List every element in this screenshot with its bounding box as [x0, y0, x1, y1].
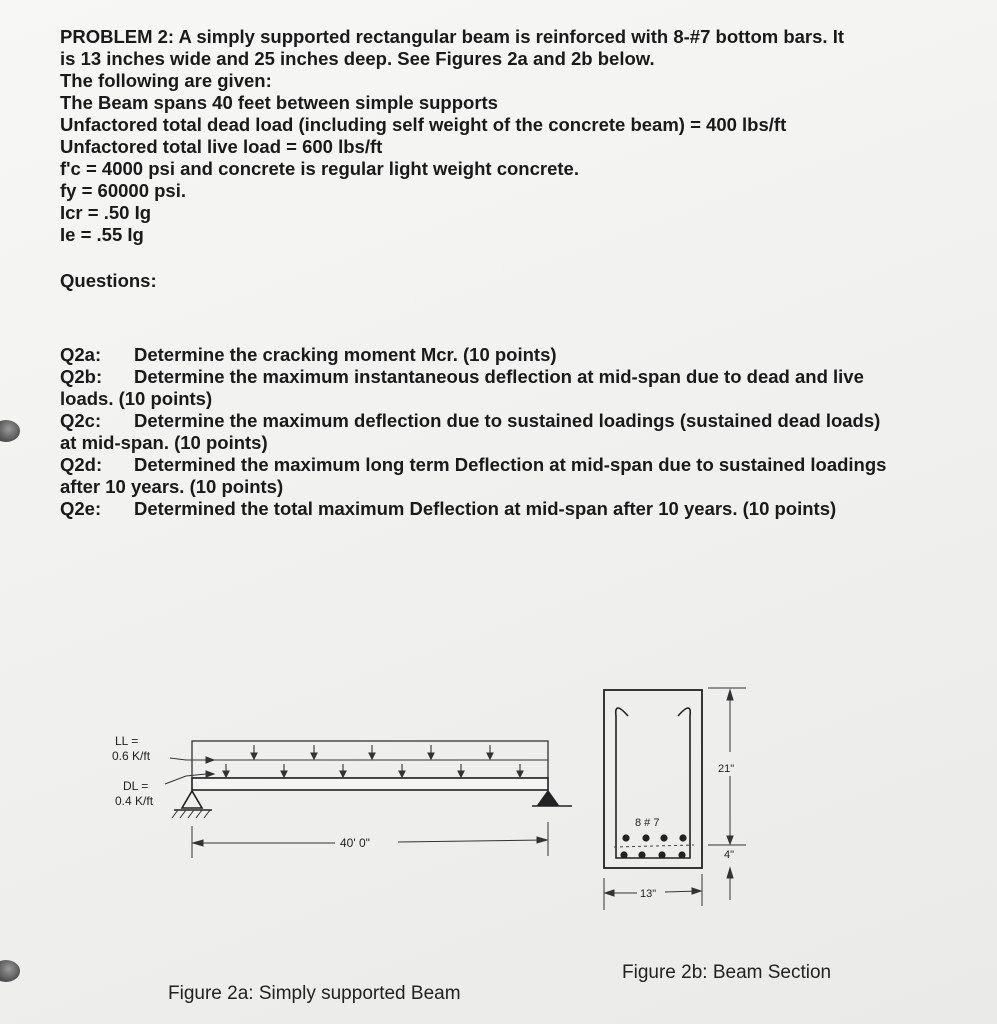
dim-13-label: 13": [640, 888, 657, 900]
problem-line: Ie = .55 Ig: [60, 224, 144, 245]
problem-line: Unfactored total live load = 600 lbs/ft: [60, 136, 383, 157]
question-id: Q2b:: [60, 366, 103, 387]
problem-line: Icr = .50 Ig: [60, 202, 152, 223]
rebar: [679, 834, 686, 841]
dim-4-label: 4": [724, 849, 735, 861]
span-label: 40' 0": [340, 836, 370, 850]
problem-line: Unfactored total dead load (including self weight of the concrete beam) = 400 lbs/ft: [60, 114, 787, 135]
problem-line: f'c = 4000 psi and concrete is regular light weight concrete.: [60, 158, 579, 179]
ll-label: LL =: [115, 734, 139, 748]
problem-line: is 13 inches wide and 25 inches deep. See Figures 2a and 2b below.: [60, 48, 655, 69]
question-continuation: at mid-span. (10 points): [60, 432, 268, 453]
rebar: [678, 851, 685, 858]
problem-line: fy = 60000 psi.: [60, 180, 186, 201]
rebar: [622, 834, 629, 841]
question-text: Determined the total maximum Deflection at mid-span after 10 years. (10 points): [134, 498, 837, 519]
section-outline: [604, 690, 702, 868]
rebar: [638, 851, 645, 858]
rebar: [642, 834, 649, 841]
dim-21-label: 21": [718, 763, 735, 775]
depth-dimension: [708, 688, 746, 900]
question-id: Q2a:: [60, 344, 102, 365]
dl-value: 0.4 K/ft: [115, 794, 154, 808]
questions-heading: Questions:: [60, 270, 157, 291]
ll-value: 0.6 K/ft: [112, 749, 151, 763]
dl-label: DL =: [123, 779, 149, 793]
problem-line: The following are given:: [60, 70, 272, 91]
rebar: [660, 834, 667, 841]
figure-2a-caption: Figure 2a: Simply supported Beam: [168, 983, 461, 1004]
question-continuation: after 10 years. (10 points): [60, 476, 284, 497]
question-id: Q2d:: [60, 454, 103, 475]
rebar: [658, 851, 665, 858]
rebar: [620, 851, 627, 858]
question-id: Q2c:: [60, 410, 102, 431]
question-text: Determine the maximum deflection due to sustained loadings (sustained dead loads): [134, 410, 881, 431]
problem-line: The Beam spans 40 feet between simple supports: [60, 92, 498, 113]
figure-2b-caption: Figure 2b: Beam Section: [622, 962, 832, 983]
question-text: Determine the maximum instantaneous deflection at mid-span due to dead and live: [134, 366, 864, 387]
question-text: Determined the maximum long term Deflection at mid-span due to sustained loadings: [134, 454, 887, 475]
question-continuation: loads. (10 points): [60, 388, 213, 409]
problem-line: PROBLEM 2: A simply supported rectangular beam is reinforced with 8-#7 bottom bars. It: [60, 26, 844, 47]
bar-centroid-line: [614, 845, 694, 847]
bars-label: 8 # 7: [635, 817, 660, 829]
question-id: Q2e:: [60, 498, 102, 519]
rebar-group: [620, 834, 686, 858]
question-text: Determine the cracking moment Mcr. (10 points): [134, 344, 557, 365]
